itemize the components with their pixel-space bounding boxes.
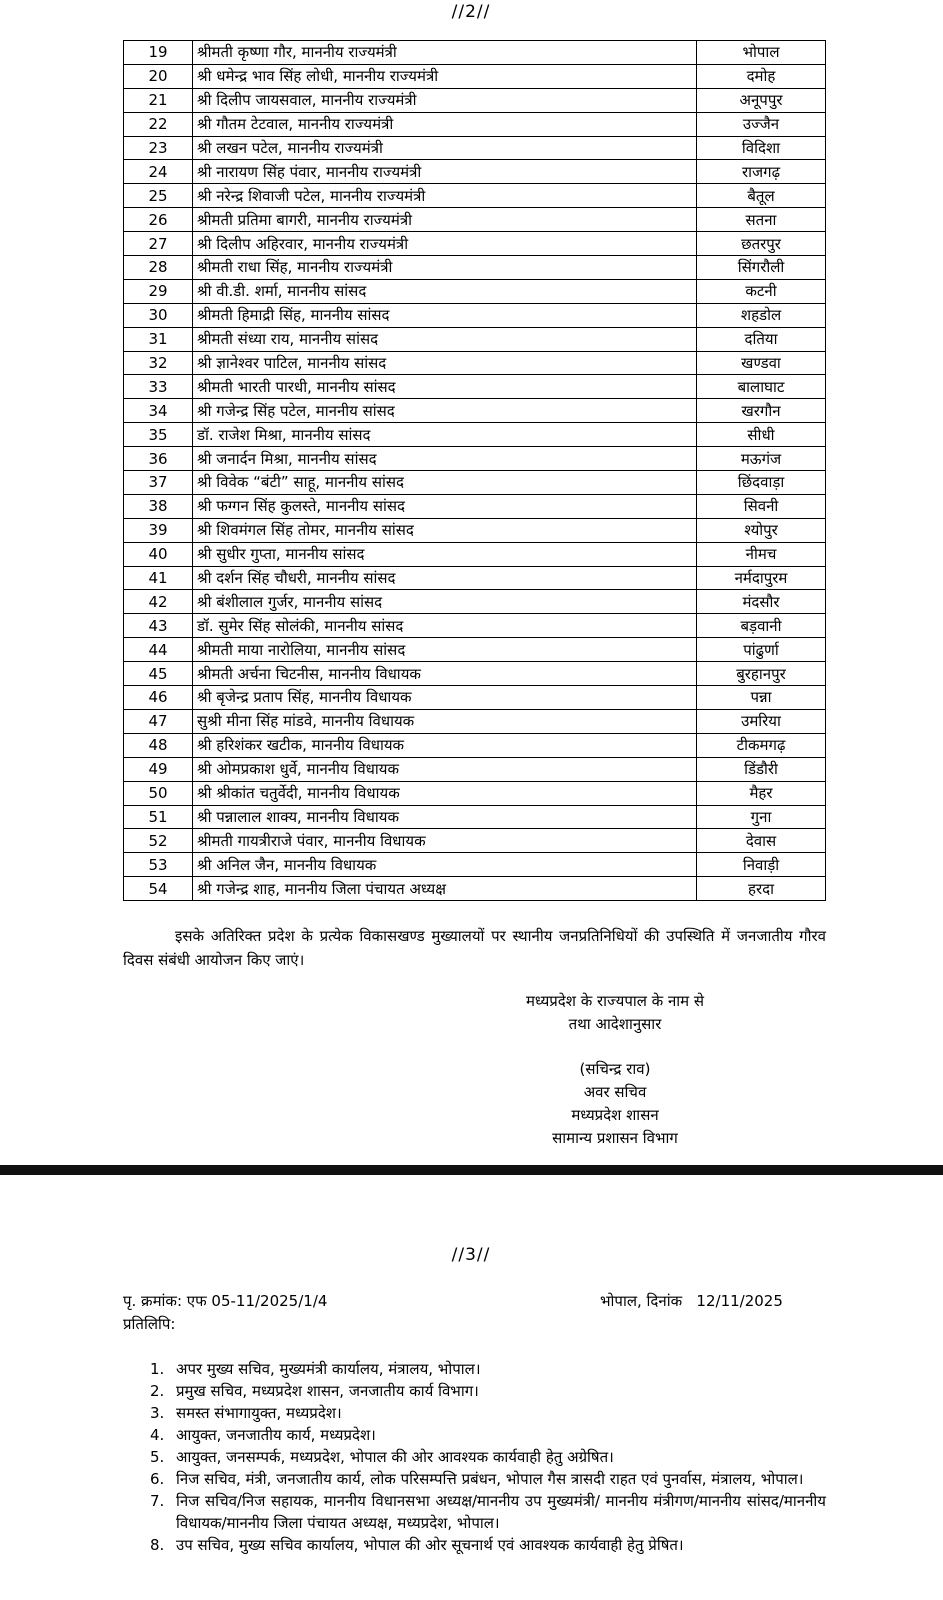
name-designation-cell: श्री अनिल जैन, माननीय विधायक — [193, 853, 697, 877]
serial-number-cell: 49 — [124, 757, 193, 781]
name-designation-cell: श्री गजेन्द्र सिंह पटेल, माननीय सांसद — [193, 399, 697, 423]
table-row — [124, 686, 826, 710]
authority-line-1: मध्यप्रदेश के राज्यपाल के नाम से — [525, 992, 705, 1010]
table-row — [124, 64, 826, 88]
table-row — [124, 757, 826, 781]
district-cell: छिंदवाड़ा — [697, 471, 826, 495]
serial-number-cell: 22 — [124, 112, 193, 136]
list-item-number: 5. — [150, 1448, 165, 1466]
table-row — [124, 542, 826, 566]
name-designation-cell: श्री दिलीप जायसवाल, माननीय राज्यमंत्री — [193, 88, 697, 112]
signatory-department: सामान्य प्रशासन विभाग — [552, 1129, 678, 1147]
district-cell: डिंडौरी — [697, 757, 826, 781]
name-designation-cell: श्रीमती भारती पारधी, माननीय सांसद — [193, 375, 697, 399]
name-designation-cell: श्री पन्नालाल शाक्य, माननीय विधायक — [193, 805, 697, 829]
name-designation-cell: श्री बृजेन्द्र प्रताप सिंह, माननीय विधायक — [193, 686, 697, 710]
list-item-number: 4. — [150, 1426, 165, 1444]
name-designation-cell: श्रीमती प्रतिमा बागरी, माननीय राज्यमंत्री — [193, 208, 697, 232]
district-cell: नर्मदापुरम — [697, 566, 826, 590]
table-row — [124, 494, 826, 518]
list-item-text: आयुक्त, जनजातीय कार्य, मध्यप्रदेश। — [176, 1426, 376, 1444]
table-row — [124, 423, 826, 447]
district-cell: शहडोल — [697, 303, 826, 327]
serial-number-cell: 41 — [124, 566, 193, 590]
district-cell: छतरपुर — [697, 232, 826, 256]
district-cell: विदिशा — [697, 136, 826, 160]
name-designation-cell: श्री लखन पटेल, माननीय राज्यमंत्री — [193, 136, 697, 160]
name-designation-cell: श्री ओमप्रकाश धुर्वे, माननीय विधायक — [193, 757, 697, 781]
table-row — [124, 638, 826, 662]
serial-number-cell: 44 — [124, 638, 193, 662]
serial-number-cell: 52 — [124, 829, 193, 853]
table-row — [124, 709, 826, 733]
district-cell: सिवनी — [697, 494, 826, 518]
list-item-number: 3. — [150, 1404, 165, 1422]
table-row — [124, 184, 826, 208]
page-number-2: //2// — [451, 2, 491, 22]
list-item — [150, 1380, 826, 1402]
list-item-text: अपर मुख्य सचिव, मुख्यमंत्री कार्यालय, मंत्रालय, भोपाल। — [176, 1360, 481, 1378]
district-cell: उज्जैन — [697, 112, 826, 136]
serial-number-cell: 43 — [124, 614, 193, 638]
district-cell: नीमच — [697, 542, 826, 566]
district-cell: श्योपुर — [697, 518, 826, 542]
list-item-text: निज सचिव/निज सहायक, माननीय विधानसभा अध्यक्ष/माननीय उप मुख्यमंत्री/ माननीय मंत्रीगण/माननीय सांसद/माननीय विधायक/माननीय जिला पंचायत अध्यक्ष, मध्यप्रदेश, भोपाल। — [176, 1492, 826, 1532]
table-row — [124, 662, 826, 686]
district-cell: सिंगरौली — [697, 256, 826, 280]
name-designation-cell: श्री शिवमंगल सिंह तोमर, माननीय सांसद — [193, 518, 697, 542]
serial-number-cell: 54 — [124, 877, 193, 901]
table-row — [124, 112, 826, 136]
signature-block — [490, 1058, 740, 1150]
table-row — [124, 566, 826, 590]
district-cell: अनूपपुर — [697, 88, 826, 112]
district-cell: बालाघाट — [697, 375, 826, 399]
additional-instruction-paragraph: इसके अतिरिक्त प्रदेश के प्रत्येक विकासखण्ड मुख्यालयों पर स्थानीय जनप्रतिनिधियों की उपस्थिति में जनजातीय गौरव दिवस संबंधी आयोजन किए जाएं। — [123, 927, 826, 969]
authority-line-2: तथा आदेशानुसार — [568, 1015, 662, 1033]
list-item — [150, 1468, 826, 1490]
serial-number-cell: 51 — [124, 805, 193, 829]
district-cell: मऊगंज — [697, 447, 826, 471]
district-cell: उमरिया — [697, 709, 826, 733]
list-item-number: 7. — [150, 1492, 165, 1510]
serial-number-cell: 23 — [124, 136, 193, 160]
serial-number-cell: 24 — [124, 160, 193, 184]
district-cell: भोपाल — [697, 41, 826, 65]
table-row — [124, 160, 826, 184]
serial-number-cell: 47 — [124, 709, 193, 733]
serial-number-cell: 21 — [124, 88, 193, 112]
representatives-table — [123, 40, 826, 901]
serial-number-cell: 26 — [124, 208, 193, 232]
district-cell: गुना — [697, 805, 826, 829]
serial-number-cell: 46 — [124, 686, 193, 710]
table-row — [124, 136, 826, 160]
table-row — [124, 733, 826, 757]
name-designation-cell: श्री वी.डी. शर्मा, माननीय सांसद — [193, 279, 697, 303]
serial-number-cell: 45 — [124, 662, 193, 686]
list-item — [150, 1534, 826, 1556]
serial-number-cell: 35 — [124, 423, 193, 447]
district-cell: बड़वानी — [697, 614, 826, 638]
district-cell: दमोह — [697, 64, 826, 88]
name-designation-cell: श्रीमती संध्या राय, माननीय सांसद — [193, 327, 697, 351]
copy-list — [150, 1358, 826, 1556]
serial-number-cell: 48 — [124, 733, 193, 757]
table-row — [124, 41, 826, 65]
list-item — [150, 1358, 826, 1380]
district-cell: सीधी — [697, 423, 826, 447]
list-item-number: 1. — [150, 1360, 165, 1378]
district-cell: बुरहानपुर — [697, 662, 826, 686]
name-designation-cell: श्री ज्ञानेश्वर पाटिल, माननीय सांसद — [193, 351, 697, 375]
table-row — [124, 447, 826, 471]
district-cell: खरगौन — [697, 399, 826, 423]
district-cell: हरदा — [697, 877, 826, 901]
list-item-number: 8. — [150, 1536, 165, 1554]
name-designation-cell: श्री बंशीलाल गुर्जर, माननीय सांसद — [193, 590, 697, 614]
district-cell: राजगढ़ — [697, 160, 826, 184]
serial-number-cell: 31 — [124, 327, 193, 351]
list-item-text: उप सचिव, मुख्य सचिव कार्यालय, भोपाल की ओर सूचनार्थ एवं आवश्यक कार्यवाही हेतु प्रेषित। — [176, 1536, 684, 1554]
list-item-number: 2. — [150, 1382, 165, 1400]
serial-number-cell: 53 — [124, 853, 193, 877]
name-designation-cell: श्रीमती अर्चना चिटनीस, माननीय विधायक — [193, 662, 697, 686]
district-cell: दतिया — [697, 327, 826, 351]
district-cell: देवास — [697, 829, 826, 853]
table-row — [124, 853, 826, 877]
list-item-number: 6. — [150, 1470, 165, 1488]
name-designation-cell: श्री गजेन्द्र शाह, माननीय जिला पंचायत अध्यक्ष — [193, 877, 697, 901]
page-number-3: //3// — [451, 1245, 491, 1265]
table-row — [124, 614, 826, 638]
district-cell: सतना — [697, 208, 826, 232]
serial-number-cell: 37 — [124, 471, 193, 495]
district-cell: मंदसौर — [697, 590, 826, 614]
table-row — [124, 327, 826, 351]
serial-number-cell: 38 — [124, 494, 193, 518]
place-date: भोपाल, दिनांक 12/11/2025 — [600, 1292, 783, 1310]
list-item-text: आयुक्त, जनसम्पर्क, मध्यप्रदेश, भोपाल की ओर आवश्यक कार्यवाही हेतु अग्रेषित। — [176, 1448, 614, 1466]
list-item-text: प्रमुख सचिव, मध्यप्रदेश शासन, जनजातीय कार्य विभाग। — [176, 1382, 479, 1400]
table-row — [124, 829, 826, 853]
serial-number-cell: 28 — [124, 256, 193, 280]
table-row — [124, 279, 826, 303]
district-cell: पांढुर्णा — [697, 638, 826, 662]
list-item — [150, 1402, 826, 1424]
list-item-text: निज सचिव, मंत्री, जनजातीय कार्य, लोक परिसम्पत्ति प्रबंधन, भोपाल गैस त्रासदी राहत एवं पुनर्वास, मंत्रालय, भोपाल। — [176, 1470, 804, 1488]
serial-number-cell: 27 — [124, 232, 193, 256]
name-designation-cell: श्रीमती कृष्णा गौर, माननीय राज्यमंत्री — [193, 41, 697, 65]
district-cell: खण्डवा — [697, 351, 826, 375]
name-designation-cell: श्री हरिशंकर खटीक, माननीय विधायक — [193, 733, 697, 757]
serial-number-cell: 20 — [124, 64, 193, 88]
table-row — [124, 805, 826, 829]
signatory-designation: अवर सचिव — [583, 1083, 647, 1101]
name-designation-cell: श्री गौतम टेटवाल, माननीय राज्यमंत्री — [193, 112, 697, 136]
serial-number-cell: 25 — [124, 184, 193, 208]
table-row — [124, 399, 826, 423]
name-designation-cell: श्रीमती गायत्रीराजे पंवार, माननीय विधायक — [193, 829, 697, 853]
name-designation-cell: श्री सुधीर गुप्ता, माननीय सांसद — [193, 542, 697, 566]
name-designation-cell: श्रीमती राधा सिंह, माननीय राज्यमंत्री — [193, 256, 697, 280]
table-row — [124, 351, 826, 375]
table-row — [124, 208, 826, 232]
serial-number-cell: 42 — [124, 590, 193, 614]
table-row — [124, 232, 826, 256]
serial-number-cell: 32 — [124, 351, 193, 375]
reference-number: पृ. क्रमांक: एफ 05-11/2025/1/4 — [123, 1292, 328, 1310]
district-cell: कटनी — [697, 279, 826, 303]
authority-block — [470, 990, 760, 1036]
table-row — [124, 781, 826, 805]
serial-number-cell: 39 — [124, 518, 193, 542]
serial-number-cell: 29 — [124, 279, 193, 303]
name-designation-cell: श्रीमती माया नारोलिया, माननीय सांसद — [193, 638, 697, 662]
signatory-government: मध्यप्रदेश शासन — [571, 1106, 659, 1124]
name-designation-cell: श्री नारायण सिंह पंवार, माननीय राज्यमंत्री — [193, 160, 697, 184]
serial-number-cell: 50 — [124, 781, 193, 805]
name-designation-cell: श्री नरेन्द्र शिवाजी पटेल, माननीय राज्यमंत्री — [193, 184, 697, 208]
district-cell: मैहर — [697, 781, 826, 805]
signatory-name: (सचिन्द्र राव) — [579, 1060, 651, 1078]
serial-number-cell: 30 — [124, 303, 193, 327]
name-designation-cell: डॉ. राजेश मिश्रा, माननीय सांसद — [193, 423, 697, 447]
table-row — [124, 518, 826, 542]
serial-number-cell: 36 — [124, 447, 193, 471]
name-designation-cell: श्री धमेन्द्र भाव सिंह लोधी, माननीय राज्यमंत्री — [193, 64, 697, 88]
serial-number-cell: 40 — [124, 542, 193, 566]
district-cell: निवाड़ी — [697, 853, 826, 877]
table-row — [124, 877, 826, 901]
name-designation-cell: श्रीमती हिमाद्री सिंह, माननीय सांसद — [193, 303, 697, 327]
table-row — [124, 303, 826, 327]
table-row — [124, 590, 826, 614]
copy-to-label: प्रतिलिपि: — [123, 1315, 176, 1333]
table-row — [124, 256, 826, 280]
name-designation-cell: श्री जनार्दन मिश्रा, माननीय सांसद — [193, 447, 697, 471]
name-designation-cell: श्री दर्शन सिंह चौधरी, माननीय सांसद — [193, 566, 697, 590]
name-designation-cell: श्री फग्गन सिंह कुलस्ते, माननीय सांसद — [193, 494, 697, 518]
name-designation-cell: श्री विवेक “बंटी” साहू, माननीय सांसद — [193, 471, 697, 495]
list-item-text: समस्त संभागायुक्त, मध्यप्रदेश। — [176, 1404, 342, 1422]
district-cell: पन्ना — [697, 686, 826, 710]
table-row — [124, 471, 826, 495]
table-row — [124, 88, 826, 112]
name-designation-cell: सुश्री मीना सिंह मांडवे, माननीय विधायक — [193, 709, 697, 733]
name-designation-cell: श्री दिलीप अहिरवार, माननीय राज्यमंत्री — [193, 232, 697, 256]
district-cell: टीकमगढ़ — [697, 733, 826, 757]
list-item — [150, 1424, 826, 1446]
serial-number-cell: 34 — [124, 399, 193, 423]
name-designation-cell: श्री श्रीकांत चतुर्वेदी, माननीय विधायक — [193, 781, 697, 805]
list-item — [150, 1490, 826, 1534]
name-designation-cell: डॉ. सुमेर सिंह सोलंकी, माननीय सांसद — [193, 614, 697, 638]
list-item — [150, 1446, 826, 1468]
table-row — [124, 375, 826, 399]
page-separator — [0, 1165, 943, 1175]
serial-number-cell: 19 — [124, 41, 193, 65]
serial-number-cell: 33 — [124, 375, 193, 399]
district-cell: बैतूल — [697, 184, 826, 208]
